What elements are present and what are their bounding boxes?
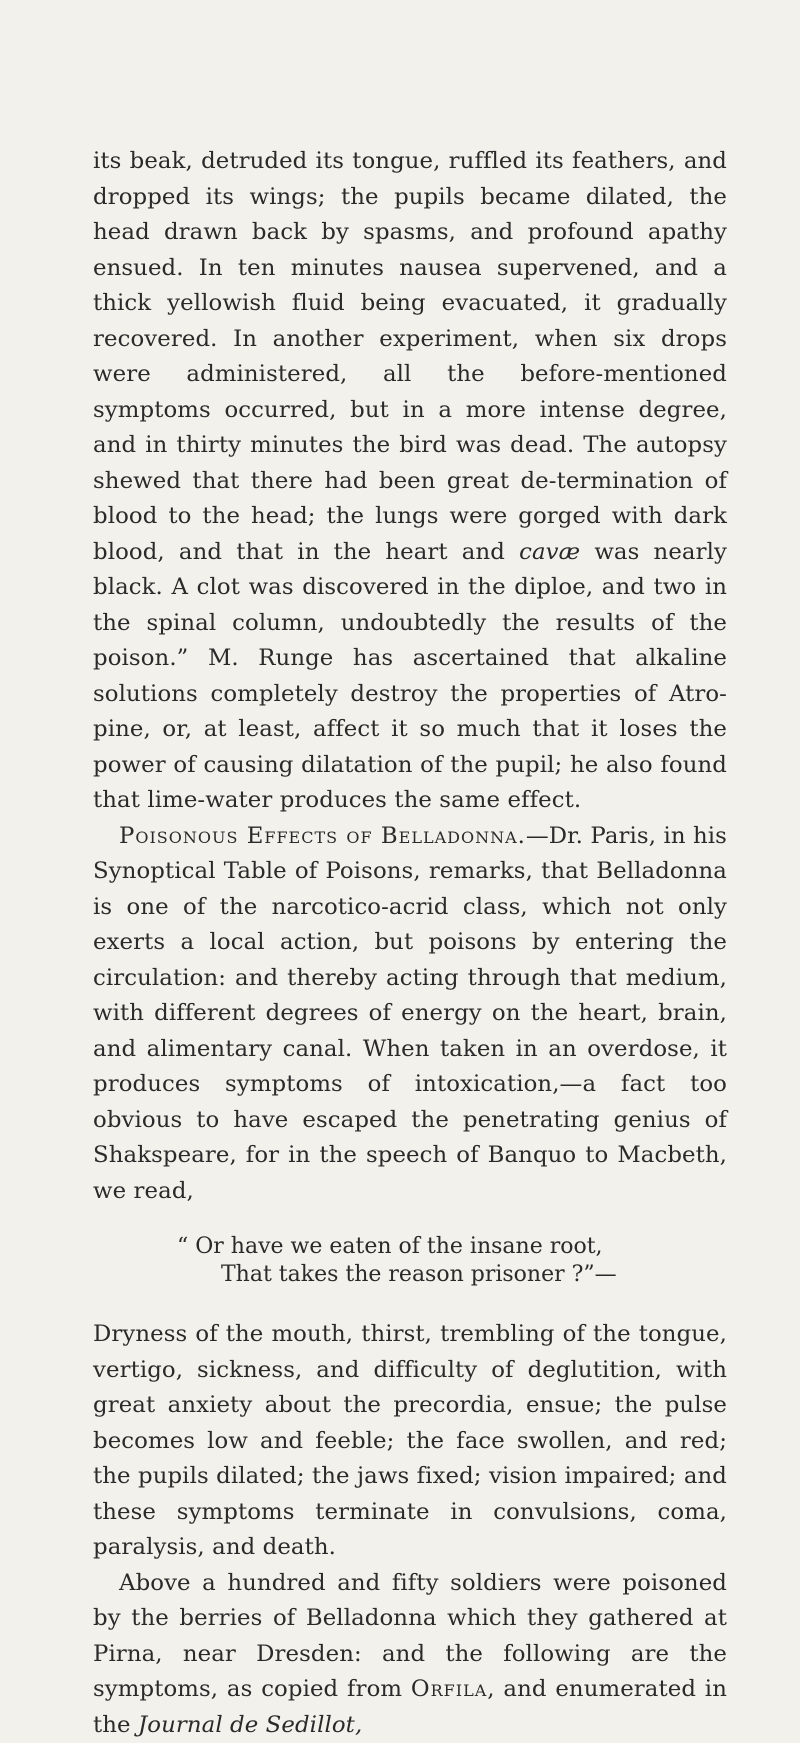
paragraph-text-end: was nearly black. A clot was discovered in the diploe, and two in the spinal column, undoubtedly the results of the poison.” M. Runge has ascertained that alkaline solutions completely destroy the properties of Atro-pine, or, at least, affect it so much that it loses the power of causing dilatation of the pupil; he also found that lime-water produces the same effect. <box>93 539 727 814</box>
paragraph-text: —Dr. Paris, in his Synoptical Table of Poisons, remarks, that Belladonna is one of the narcotico-acrid class, which not only exerts a local action, but poisons by entering the circulation: and thereby acting through that medium, with different degrees of energy on the heart, brain, and alimentary canal. When taken in an overdose, it produces symptoms of intoxication,—a fact too obvious to have escaped the penetrating genius of Shakspeare, for in the speech of Banquo to Macbeth, we read, <box>93 823 727 1204</box>
quote-line-1: “ Or have we eaten of the insane root, <box>177 1233 727 1261</box>
paragraph-text-mid: , and enumerated in the <box>93 1676 727 1738</box>
quote-line-2: That takes the reason prisoner ?”— <box>177 1261 727 1289</box>
paragraph-text: its beak, detruded its tongue, ruffled its feathers, and dropped its wings; the pupils became dilated, the head drawn back by spasms, and profound apathy ensued. In ten minutes nausea supervened, and a thick yellowish fluid being evacuated, it gradually recovered. In another experiment, when six drops were administered, all the before-mentioned symptoms occurred, but in a more intense degree, and in thirty minutes the bird was dead. The autopsy shewed that there had been great de-termination of blood to the head; the lungs were gorged with dark blood, and that in the heart and <box>93 148 727 565</box>
paragraph-symptoms <box>93 1317 727 1566</box>
paragraph-text: Above a hundred and fifty soldiers were poisoned by the berries of Belladonna which they gathered at Pirna, near Dresden: and the following are the symptoms, as copied from <box>93 1570 727 1703</box>
section-heading: Poisonous Effects of Belladonna. <box>119 823 526 849</box>
author-name-orfila: Orfila <box>411 1676 487 1702</box>
italic-term-cavae: cavæ <box>519 539 580 565</box>
paragraph-poisonous-effects <box>93 819 727 1210</box>
paragraph-text: Dryness of the mouth, thirst, trembling of the tongue, vertigo, sickness, and difficulty of deglutition, with great anxiety about the precordia, ensue; the pulse becomes low and feeble; the face swollen, and red; the pupils dilated; the jaws fixed; vision impaired; and these symptoms terminate in convulsions, coma, paralysis, and death. <box>93 1321 727 1560</box>
paragraph-soldiers <box>93 1566 727 1743</box>
paragraph-bird-experiment <box>93 144 727 819</box>
shakespeare-quote <box>93 1233 727 1289</box>
journal-title: Journal de Sedillot, <box>138 1712 362 1738</box>
